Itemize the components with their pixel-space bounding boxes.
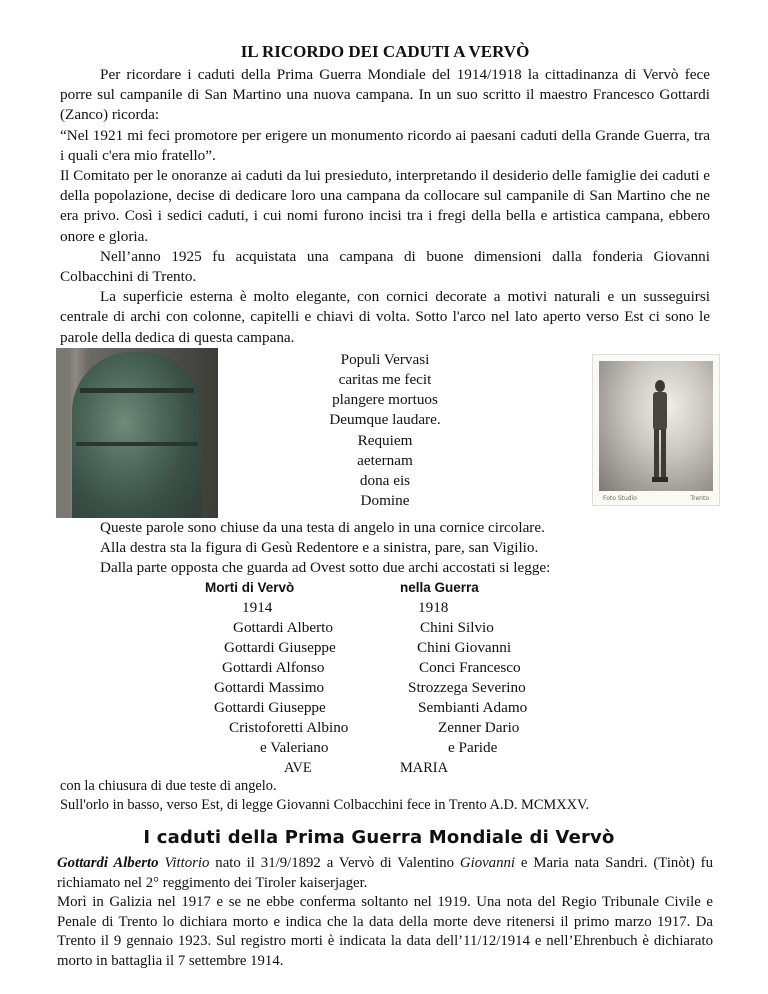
name-left: Gottardi Alberto bbox=[233, 619, 333, 637]
section-title: I caduti della Prima Guerra Mondiale di Vervò bbox=[143, 827, 615, 849]
entry-text-2: e Maria nata Sandri. (Tinòt) fu richiamato nel 2° reggimento dei Tiroler kaiserjager. bbox=[57, 855, 713, 891]
closing-word-left: AVE bbox=[284, 760, 312, 777]
photo-caption-right: Trento bbox=[690, 494, 709, 502]
page-title: IL RICORDO DEI CADUTI A VERVÒ bbox=[240, 42, 530, 61]
name-right: Strozzega Severino bbox=[408, 679, 526, 697]
name-right: Chini Silvio bbox=[420, 619, 494, 637]
dedication-line: plangere mortuos bbox=[332, 391, 438, 409]
year-end: 1918 bbox=[418, 599, 449, 617]
names-table bbox=[60, 578, 710, 777]
entry-paragraph bbox=[57, 854, 713, 893]
name-right: e Paride bbox=[448, 739, 498, 757]
after-dedication-2: Alla destra sta la figura di Gesù Redentore e a sinistra, pare, san Vigilio. bbox=[100, 539, 539, 557]
entry-paragraph-2: Morì in Galizia nel 1917 e se ne ebbe conferma soltanto nel 1919. Una nota del Regio Tribunale Civile e Penale di Trento lo dichiara morto e indica che la data della morte deve ritenersi il primo marzo 1917. Da Trento il 9 gennaio 1923. Sul registro morti è indicata la data dell’11/12/1914 e nell’Ehrenbuch è dichiarato morto in battaglia il 7 settembre 1914. bbox=[57, 894, 713, 969]
soldier-figure-icon bbox=[647, 377, 673, 487]
closing-word-right: MARIA bbox=[400, 760, 448, 777]
intro-paragraph-1: Per ricordare i caduti della Prima Guerra Mondiale del 1914/1918 la cittadinanza di Vervò fece porre sul campanile di San Martino una nuova campana. In un suo scritto il maestro Francesco Gottardi (Zanco) ricorda: bbox=[60, 66, 710, 124]
name-right: Conci Francesco bbox=[419, 659, 521, 677]
intro-paragraph-2: Il Comitato per le onoranze ai caduti da lui presieduto, interpretando il desiderio delle famiglie dei caduti e della popolazione, decise di dedicare loro una campana da collocare sul campanile di San Martino che ne era privo. Così i sedici caduti, i cui nomi furono incisi tra i fregi della bella e artistica campana, ebbero onore e gloria. bbox=[60, 167, 710, 245]
name-left: Gottardi Giuseppe bbox=[224, 639, 336, 657]
name-right: Chini Giovanni bbox=[417, 639, 512, 657]
name-left: Gottardi Alfonso bbox=[222, 659, 325, 677]
name-left: e Valeriano bbox=[260, 739, 329, 757]
entry-name: Gottardi Alberto bbox=[57, 855, 159, 872]
dedication-line: Populi Vervasi bbox=[340, 350, 430, 368]
intro-paragraph-4: La superficie esterna è molto elegante, con cornici decorate a motivi naturali e un susseguirsi centrale di archi con colonne, capitelli e chiavi di volta. Sotto l'arco nel lato aperto verso Est ci sono le parole della dedica di questa campana. bbox=[60, 288, 710, 346]
name-left: Gottardi Massimo bbox=[214, 679, 325, 697]
intro-quote: “Nel 1921 mi feci promotore per erigere un monumento ricordo ai paesani caduti della Grande Guerra, tra i quali c'era mio fratello”. bbox=[60, 126, 710, 164]
entry-second-name: Vittorio bbox=[164, 855, 210, 872]
document-page bbox=[57, 42, 713, 971]
names-left-heading: Morti di Vervò bbox=[205, 580, 295, 596]
after-dedication-1: Queste parole sono chiuse da una testa di angelo in una cornice circolare. bbox=[100, 518, 545, 536]
dedication-line: Requiem bbox=[357, 431, 413, 449]
name-right: Zenner Dario bbox=[438, 719, 520, 737]
closing-line-1: con la chiusura di due teste di angelo. bbox=[60, 778, 277, 795]
names-right-heading: nella Guerra bbox=[400, 580, 479, 596]
dedication-line: caritas me fecit bbox=[338, 371, 432, 389]
name-right: Sembianti Adamo bbox=[418, 699, 528, 717]
photo-caption-left: Foto Studio bbox=[603, 494, 637, 502]
entry-text-1: nato il 31/9/1892 a Vervò di Valentino bbox=[209, 855, 460, 872]
closing-line-2: Sull'orlo in basso, verso Est, di legge Giovanni Colbacchini fece in Trento A.D. MCMXXV. bbox=[60, 797, 590, 814]
year-start: 1914 bbox=[242, 599, 273, 617]
dedication-line: Deumque laudare. bbox=[329, 411, 441, 429]
entry-father-name: Giovanni bbox=[459, 855, 515, 872]
soldier-photo bbox=[592, 354, 720, 506]
name-left: Gottardi Giuseppe bbox=[214, 699, 326, 717]
dedication-line: Domine bbox=[360, 492, 410, 510]
dedication-line: aeternam bbox=[357, 451, 413, 469]
dedication-line: dona eis bbox=[359, 472, 411, 490]
after-dedication-3: Dalla parte opposta che guarda ad Ovest sotto due archi accostati si legge: bbox=[100, 559, 551, 577]
dedication-block bbox=[60, 348, 710, 518]
intro-paragraph-3: Nell’anno 1925 fu acquistata una campana di buone dimensioni dalla fonderia Giovanni Colbacchini di Trento. bbox=[60, 247, 710, 286]
name-left: Cristoforetti Albino bbox=[229, 719, 349, 737]
